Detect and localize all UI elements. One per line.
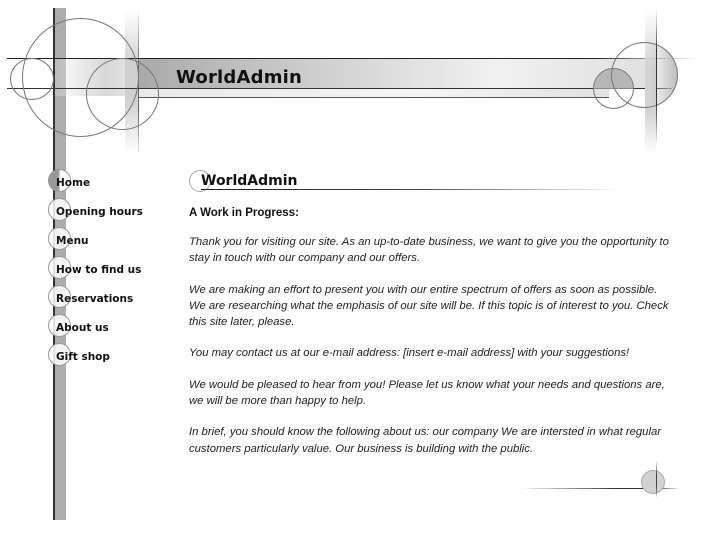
paragraph-effort: We are making an effort to present you with our entire spectrum of offers as soon as possible. We are researching what the emphasis of our site will be. If this topic is of interest to you. Check this site later, please. xyxy=(189,283,669,329)
paragraph-contact: You may contact us at our e-mail address: [insert e-mail address] with your suggestions! xyxy=(189,347,630,360)
nav-link-menu[interactable]: Menu xyxy=(56,234,89,247)
header-strip xyxy=(139,89,609,98)
subheading: A Work in Progress: xyxy=(189,207,299,219)
nav-item-about-us[interactable] xyxy=(48,315,178,344)
nav-item-reservations[interactable] xyxy=(48,286,178,315)
nav-item-how-to-find-us[interactable] xyxy=(48,257,178,286)
title-underline xyxy=(201,189,621,190)
page-title: WorldAdmin xyxy=(201,173,298,189)
site-logo-title: WorldAdmin xyxy=(176,67,303,88)
nav-item-gift-shop[interactable] xyxy=(48,344,178,373)
main-nav xyxy=(48,170,178,373)
circle-decoration-right-large xyxy=(611,42,678,108)
paragraph-hear-from-you: We would be pleased to hear from you! Please let us know what your needs and questions are, we will be more than happy to help. xyxy=(189,378,665,408)
nav-link-opening-hours[interactable]: Opening hours xyxy=(56,205,143,218)
content-title-block xyxy=(189,170,669,194)
footer-circle-decoration xyxy=(641,470,665,494)
paragraph-brief: In brief, you should know the following about us: our company We are intersted in what regular customers particularly value. Our business is building with the public. xyxy=(189,426,662,455)
nav-link-about-us[interactable]: About us xyxy=(56,321,109,334)
circle-decoration-small xyxy=(10,58,54,100)
nav-item-opening-hours[interactable] xyxy=(48,199,178,228)
nav-item-menu[interactable] xyxy=(48,228,178,257)
nav-item-home[interactable] xyxy=(48,170,178,199)
nav-link-home[interactable]: Home xyxy=(56,176,91,189)
nav-link-gift-shop[interactable]: Gift shop xyxy=(56,350,110,363)
nav-link-how-to-find-us[interactable]: How to find us xyxy=(56,263,142,276)
paragraph-intro: Thank you for visiting our site. As an up-to-date business, we want to give you the opportunity to stay in touch with our company and our offers. xyxy=(189,236,669,265)
footer-vertical-line xyxy=(656,460,657,498)
nav-link-reservations[interactable]: Reservations xyxy=(56,292,134,305)
circle-decoration-medium xyxy=(86,58,159,130)
main-content xyxy=(189,170,669,457)
right-vertical-line xyxy=(656,10,657,145)
